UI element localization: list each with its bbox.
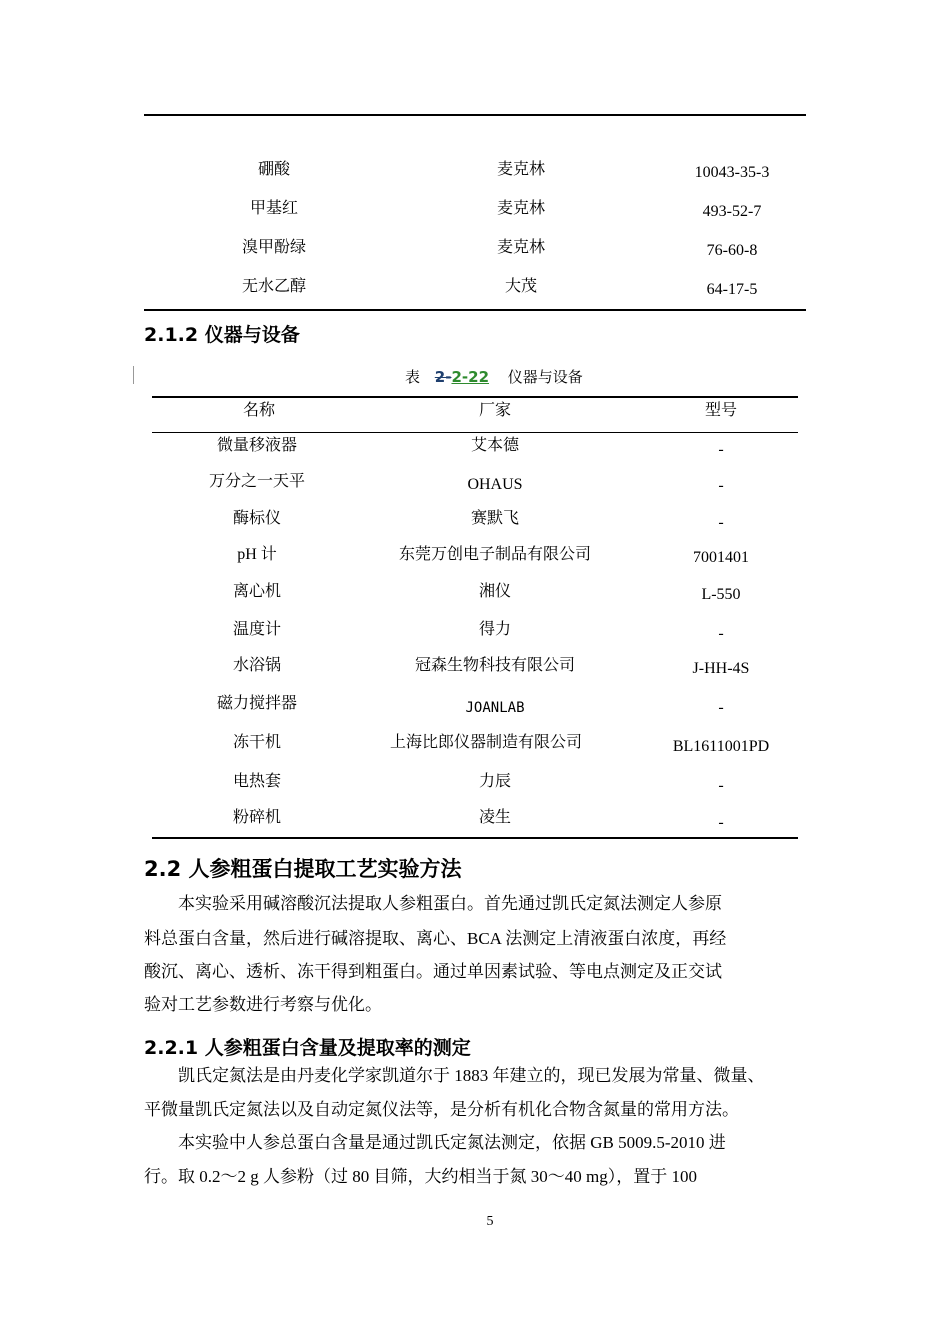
equipment-name: 冻干机 [232,734,282,751]
reagent-cas: 10043-35-3 [694,164,770,181]
column-header-maker: 厂家 [478,402,512,419]
text-cursor [133,366,134,384]
equipment-maker: 赛默飞 [470,510,520,527]
caption-deleted-number: 2- [434,368,452,386]
page-number: 5 [486,1214,494,1229]
equipment-maker: 得力 [478,621,512,638]
paragraph-line: 本实验采用碱溶酸沉法提取人参粗蛋白。首先通过凯氏定氮法测定人参原 [144,894,722,913]
section-heading-2-2-1: 2.2.1 人参粗蛋白含量及提取率的测定 [144,1037,471,1059]
reagent-table-bottom-rule [144,309,806,311]
reagent-table-top-rule [144,114,806,116]
equipment-header-rule [152,432,798,433]
reagent-maker: 麦克林 [496,200,546,217]
equipment-model: - [718,699,724,716]
equipment-name: 磁力搅拌器 [216,695,298,712]
equipment-name: 温度计 [232,621,282,638]
equipment-name: 粉碎机 [232,809,282,826]
equipment-name: 水浴锅 [232,657,282,674]
paragraph-line: 平微量凯氏定氮法以及自动定氮仪法等，是分析有机化合物含氮量的常用方法。 [144,1100,739,1119]
paragraph-line: 行。取 0.2～2 g 人参粉（过 80 目筛，大约相当于氮 30～40 mg），置于 100 [144,1167,697,1186]
equipment-maker: 东莞万创电子制品有限公司 [398,546,592,563]
column-header-model: 型号 [704,402,738,419]
table-caption [405,366,583,387]
equipment-model: - [718,514,724,531]
equipment-table-top-rule [152,396,798,398]
reagent-name: 无水乙醇 [241,278,307,295]
reagent-cas: 76-60-8 [706,242,758,259]
equipment-maker: JOANLAB [465,700,525,716]
equipment-model: L-550 [701,586,741,603]
equipment-maker: 上海比郎仪器制造有限公司 [389,734,583,751]
reagent-cas: 64-17-5 [706,281,758,298]
paragraph-line: 验对工艺参数进行考察与优化。 [144,995,382,1014]
equipment-name: pH 计 [237,546,277,563]
paragraph-line: 料总蛋白含量，然后进行碱溶提取、离心、BCA 法测定上清液蛋白浓度，再经 [144,929,727,948]
caption-inserted-number: 2-22 [451,368,490,386]
paragraph-line: 本实验中人参总蛋白含量是通过凯氏定氮法测定，依据 GB 5009.5-2010 进 [144,1133,726,1152]
equipment-model: - [718,477,724,494]
reagent-maker: 大茂 [504,278,538,295]
equipment-name: 酶标仪 [232,510,282,527]
paragraph-line: 凯氏定氮法是由丹麦化学家凯道尔于 1883 年建立的，现已发展为常量、微量、 [144,1066,765,1085]
equipment-model: 7001401 [693,549,749,566]
equipment-name: 离心机 [232,583,282,600]
equipment-model: - [718,814,724,831]
reagent-name: 甲基红 [249,200,299,217]
equipment-maker: 力辰 [478,773,512,790]
section-heading-2-2: 2.2 人参粗蛋白提取工艺实验方法 [144,857,462,881]
equipment-model: - [718,777,724,794]
reagent-name: 溴甲酚绿 [241,239,307,256]
equipment-maker: OHAUS [467,476,523,493]
equipment-name: 电热套 [232,773,282,790]
reagent-cas: 493-52-7 [702,203,762,220]
caption-title: 仪器与设备 [507,368,583,386]
equipment-maker: 凌生 [478,809,512,826]
equipment-maker: 艾本德 [470,437,520,454]
equipment-name: 万分之一天平 [208,473,306,490]
paragraph-line: 酸沉、离心、透析、冻干得到粗蛋白。通过单因素试验、等电点测定及正交试 [144,962,722,981]
caption-prefix: 表 [405,368,421,386]
equipment-model: J-HH-4S [692,660,750,677]
equipment-table-bottom-rule [152,837,798,839]
reagent-name: 硼酸 [257,161,291,178]
equipment-maker: 湘仪 [478,583,512,600]
equipment-name: 微量移液器 [216,437,298,454]
equipment-maker: 冠森生物科技有限公司 [414,657,576,674]
reagent-maker: 麦克林 [496,239,546,256]
equipment-model: - [718,441,724,458]
section-heading-2-1-2: 2.1.2 仪器与设备 [144,324,300,346]
reagent-maker: 麦克林 [496,161,546,178]
column-header-name: 名称 [242,402,276,419]
equipment-model: BL1611001PD [672,738,770,755]
equipment-model: - [718,625,724,642]
